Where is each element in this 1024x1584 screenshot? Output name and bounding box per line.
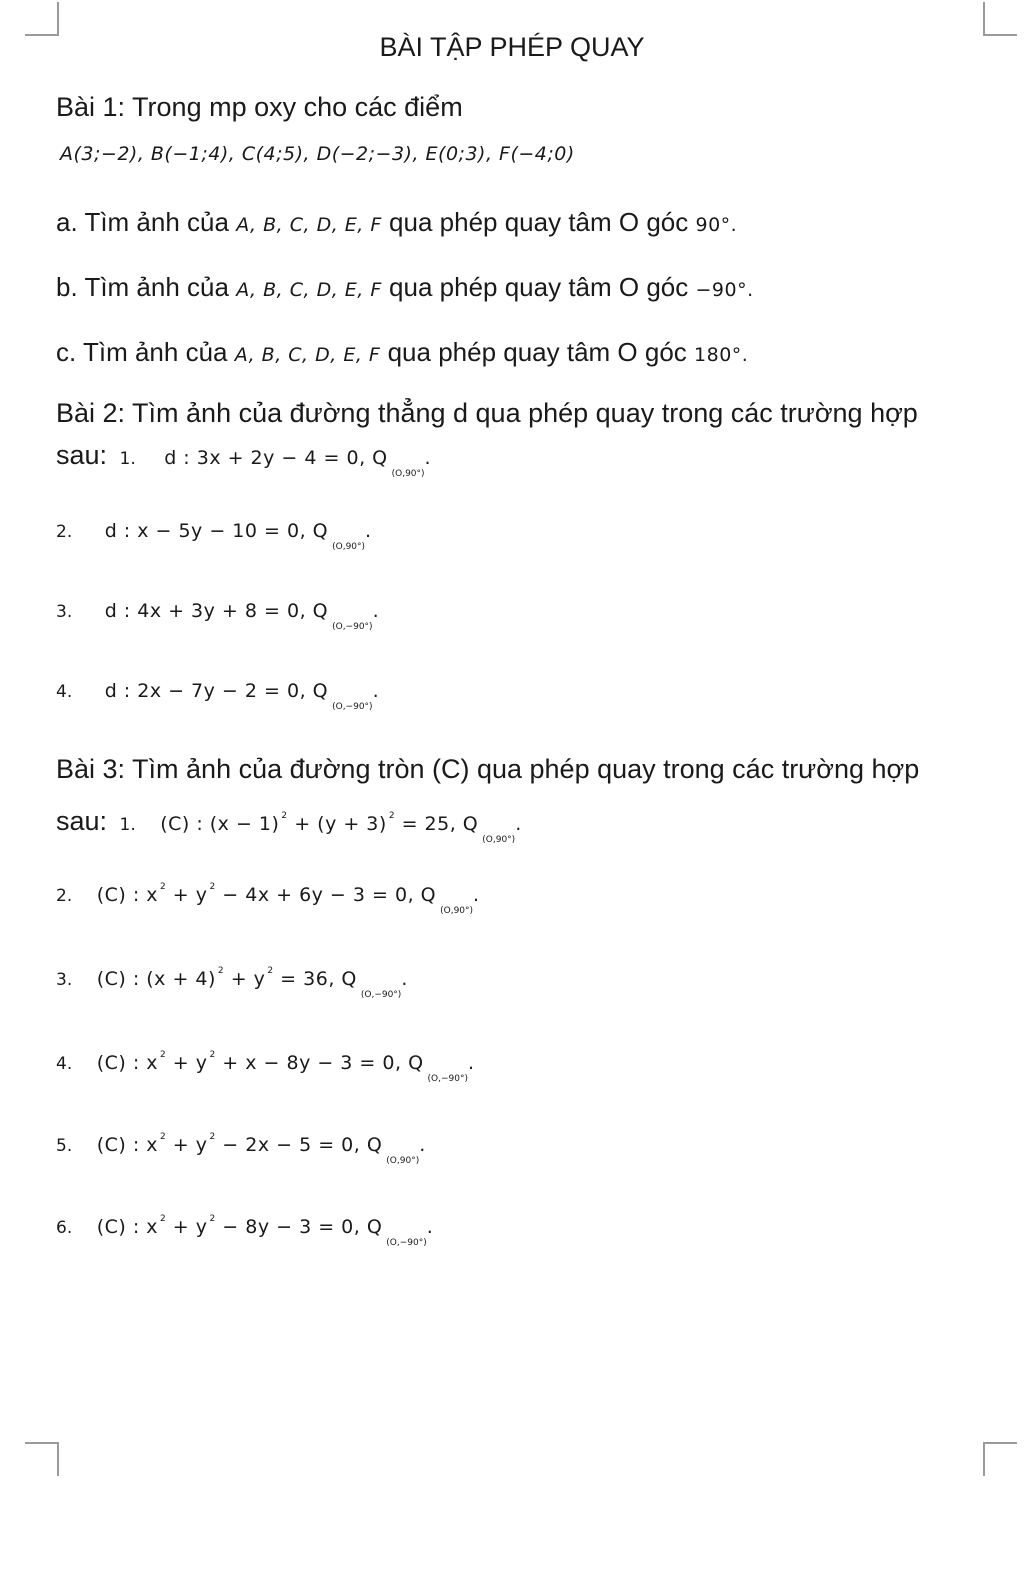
eq-part: (C) : (x − 1)	[160, 813, 280, 835]
bai2-item-2	[56, 520, 372, 552]
exponent: 2	[160, 882, 167, 892]
line-equation: d : 3x + 2y − 4 = 0, Q	[164, 447, 388, 469]
eq-part: (C) : x	[96, 884, 159, 906]
exponent: 2	[160, 1050, 167, 1060]
crop-mark-top-left	[25, 2, 59, 36]
bai3-item-1	[56, 806, 522, 845]
bai1-heading: Bài 1: Trong mp oxy cho các điểm	[56, 92, 463, 122]
eq-part: + y	[224, 968, 266, 990]
item-number: 2.	[56, 522, 73, 542]
end-dot: .	[473, 884, 480, 906]
eq-part: = 25, Q	[395, 813, 479, 835]
rotation-subscript: (O,−90°)	[386, 1238, 427, 1248]
eq-part: (C) : (x + 4)	[96, 968, 216, 990]
exponent: 2	[209, 1132, 216, 1142]
rotation-subscript: (O,90°)	[440, 906, 474, 916]
item-prefix: b. Tìm ảnh của	[56, 272, 229, 302]
item-prefix: a. Tìm ảnh của	[56, 207, 229, 237]
rotation-subscript: (O,−90°)	[332, 702, 373, 712]
eq-part: + y	[166, 1134, 208, 1156]
page-title: BÀI TẬP PHÉP QUAY	[379, 32, 645, 62]
rotation-subscript: (O,90°)	[482, 835, 516, 845]
exponent: 2	[160, 1214, 167, 1224]
crop-mark-bottom-left	[25, 1442, 59, 1476]
item-number: 6.	[56, 1218, 73, 1238]
line-equation: d : 2x − 7y − 2 = 0, Q	[104, 680, 329, 702]
exponent: 2	[209, 1214, 216, 1224]
item-angle: 90°.	[695, 214, 738, 236]
end-dot: .	[372, 680, 380, 702]
rotation-subscript: (O,90°)	[332, 542, 366, 552]
circle-equation	[97, 1134, 383, 1156]
eq-part: + (y + 3)	[287, 813, 387, 835]
end-dot: .	[468, 1052, 475, 1074]
circle-equation	[97, 1216, 383, 1238]
end-dot: .	[419, 1134, 426, 1156]
item-angle: −90°.	[695, 279, 754, 301]
item-points: A, B, C, D, E, F	[234, 344, 381, 366]
circle-equation	[97, 968, 357, 990]
item-number: 5.	[56, 1136, 73, 1156]
end-dot: .	[515, 813, 522, 835]
item-number: 3.	[56, 970, 73, 990]
exponent: 2	[209, 1050, 216, 1060]
eq-part: + y	[166, 1216, 208, 1238]
eq-part: − 4x + 6y − 3 = 0, Q	[215, 884, 437, 906]
eq-part: = 36, Q	[273, 968, 357, 990]
end-dot: .	[365, 520, 372, 542]
item-number: 4.	[56, 1054, 73, 1074]
bai1-points: A(3;−2), B(−1;4), C(4;5), D(−2;−3), E(0;3), F(−4;0)	[60, 143, 575, 165]
crop-mark-top-right	[983, 2, 1017, 36]
rotation-subscript: (O,90°)	[391, 469, 425, 479]
exponent: 2	[388, 811, 396, 821]
item-number: 1.	[119, 449, 136, 469]
circle-equation	[160, 813, 478, 835]
line-equation: d : x − 5y − 10 = 0, Q	[104, 520, 329, 542]
circle-equation	[97, 884, 436, 906]
eq-part: + y	[166, 1052, 208, 1074]
item-suffix: qua phép quay tâm O góc	[389, 272, 689, 302]
item-number: 1.	[119, 815, 136, 835]
end-dot: .	[372, 600, 380, 622]
bai3-heading: Bài 3: Tìm ảnh của đường tròn (C) qua phép quay trong các trường hợp	[56, 754, 920, 784]
bai2-item-4	[56, 680, 380, 712]
bai2-item-3	[56, 600, 380, 632]
bai3-item-6	[56, 1214, 434, 1248]
eq-part: + x − 8y − 3 = 0, Q	[215, 1052, 424, 1074]
end-dot: .	[401, 968, 408, 990]
item-angle: 180°.	[694, 344, 749, 366]
bai1-item-a	[56, 207, 737, 238]
crop-mark-bottom-right	[983, 1442, 1017, 1476]
item-suffix: qua phép quay tâm O góc	[387, 337, 687, 367]
rotation-subscript: (O,90°)	[386, 1156, 420, 1166]
eq-part: (C) : x	[96, 1216, 159, 1238]
bai1-item-b	[56, 272, 754, 303]
eq-part: − 2x − 5 = 0, Q	[215, 1134, 383, 1156]
line-equation: d : 4x + 3y + 8 = 0, Q	[104, 600, 329, 622]
bai2-heading: Bài 2: Tìm ảnh của đường thẳng d qua phép quay trong các trường hợp	[56, 398, 918, 428]
item-suffix: qua phép quay tâm O góc	[389, 207, 689, 237]
rotation-subscript: (O,−90°)	[332, 622, 373, 632]
eq-part: + y	[166, 884, 208, 906]
eq-part: (C) : x	[96, 1134, 159, 1156]
item-points: A, B, C, D, E, F	[236, 214, 382, 236]
end-dot: .	[424, 447, 432, 469]
sau-label: sau:	[56, 440, 108, 470]
bai3-item-4	[56, 1050, 475, 1084]
exponent: 2	[267, 966, 274, 976]
bai2-item-1	[56, 440, 432, 479]
eq-part: (C) : x	[96, 1052, 159, 1074]
rotation-subscript: (O,−90°)	[427, 1074, 468, 1084]
exponent: 2	[217, 966, 225, 976]
item-number: 3.	[56, 602, 73, 622]
item-number: 2.	[56, 886, 73, 906]
bai3-item-2	[56, 882, 480, 916]
bai1-item-c	[56, 337, 748, 368]
sau-label: sau:	[56, 806, 108, 836]
exponent: 2	[281, 811, 288, 821]
circle-equation	[97, 1052, 424, 1074]
bai3-item-5	[56, 1132, 426, 1166]
end-dot: .	[426, 1216, 434, 1238]
item-prefix: c. Tìm ảnh của	[56, 337, 228, 367]
rotation-subscript: (O,−90°)	[360, 990, 402, 1000]
item-number: 4.	[56, 682, 73, 702]
exponent: 2	[160, 1132, 167, 1142]
item-points: A, B, C, D, E, F	[236, 279, 382, 301]
eq-part: − 8y − 3 = 0, Q	[215, 1216, 383, 1238]
exponent: 2	[209, 882, 216, 892]
bai3-item-3	[56, 966, 408, 1000]
